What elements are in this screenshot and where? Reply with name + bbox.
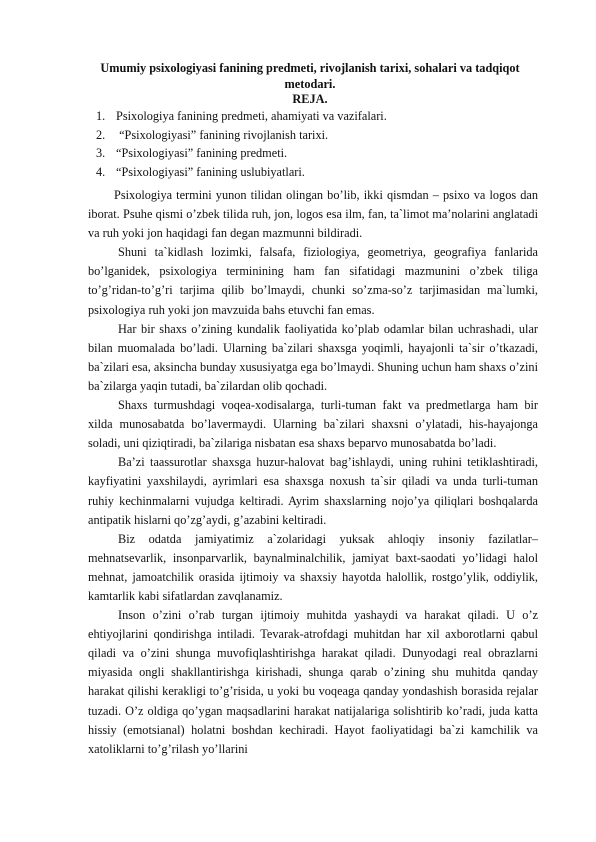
plan-item-text: “Psixologiyasi” fanining rivojlanish tarixi. xyxy=(116,127,329,142)
plan-item xyxy=(96,144,536,163)
body-paragraph: Psixologiya termini yunon tilidan olingan bo’lib, ikki qismdan – psixo va logos dan iborat. Psuhe qismi o’zbek tilida ruh, jon, logos esa ilm, fan, ta`limot ma’nolarini anglatadi va ruh yoki jon haqidagi fan degan mazmunni bildiradi. xyxy=(88,188,538,241)
plan-item-text: “Psixologiyasi” fanining predmeti. xyxy=(116,146,288,160)
plan-item-text: “Psixologiyasi” fanining uslubiyatlari. xyxy=(116,164,305,179)
body-paragraph: Ba’zi taassurotlar shaxsga huzur-halovat bag’ishlaydi, uning ruhini tetiklashtiradi, kayfiyatini yaxshilaydi, ayrimlari esa shaxsga noxush ta`sir qiladi va unda turli-tuman ruhiy kechinmalarni vujudga keltiradi. Ayrim shaxslarning nojo’ya qiliqlari boshqalarda antipatik hislarni qo’zg’aydi, g’azabini keltiradi. xyxy=(88,455,538,527)
plan-item-number: 1. xyxy=(96,109,106,123)
document-title: Umumiy psixologiyasi fanining predmeti, rivojlanish tarixi, sohalari va tadqiqot metodari. xyxy=(100,61,520,91)
plan-item xyxy=(96,126,536,145)
plan-heading: REJA. xyxy=(292,92,328,106)
body-paragraph: Biz odatda jamiyatimiz a`zolaridagi yuksak ahloqiy insoniy fazilatlar– mehnatsevarlik, insonparvarlik, baynalminalchilik, jamiyat baxt-saodati yo’lidagi halol mehnat, jamoatchilik orasida ijtimoiy va shaxsiy hayotda halollik, rostgo’ylik, oddiylik, kamtarlik kabi sifatlardan zavqlanamiz. xyxy=(88,531,538,603)
plan-item-number: 4. xyxy=(96,164,106,179)
body-paragraph: Shaxs turmushdagi voqea-xodisalarga, turli-tuman fakt va predmetlarga ham bir xilda munosabatda bo’lavermaydi. Ularning ba`zilari shaxsni o’ylatadi, his-hayajonga soladi, uni qiziqtiradi, ba`zilariga nisbatan esa shaxs beparvo munosabatda bo’ladi. xyxy=(88,398,538,451)
plan-item-text: Psixologiya fanining predmeti, ahamiyati va vazifalari. xyxy=(116,109,387,123)
plan-item xyxy=(96,107,536,126)
plan-item-number: 3. xyxy=(96,146,106,160)
body-paragraph: Shuni ta`kidlash lozimki, falsafa, fiziologiya, geometriya, geografiya fanlarida bo’lganidek, psixologiya terminining ham fan sifatidagi mazmunini o’zbek tiliga to’g’ridan-to’g’ri tarjima qilib bo’lmaydi, chunki so’zma-so’z tarjimasidan ma`lumki, psixologiya ruh yoki jon mavzuida bahs etuvchi fan emas. xyxy=(88,245,538,317)
document-body xyxy=(88,186,538,759)
plan-list xyxy=(96,107,536,181)
body-paragraph: Inson o’zini o’rab turgan ijtimoiy muhitda yashaydi va harakat qiladi. U o’z ehtiyojlarini qondirishga intiladi. Tevarak-atrofdagi muhitdan har xil axborotlarni qabul qiladi va o’zini shunga muvofiqlashtirishga harakat qiladi. Dunyodagi real obrazlarni miyasida ongli shakllantirishga kirishadi, shunga qarab o’zining shu muhitda qanday harakat qilishi kerakligi to’g’risida, u yoki bu voqeaga qanday yondashish borasida rejalar tuzadi. O’z oldiga qo’ygan maqsadlarini harakat natijalariga solishtirib ko’radi, juda katta hissiy (emotsianal) holatni boshdan kechiradi. Hayot faoliyatidagi ba`zi kamchilik va xatoliklarni to’g’rilash yo’llarini xyxy=(88,608,538,756)
plan-item xyxy=(96,163,536,182)
plan-item-number: 2. xyxy=(96,127,106,142)
body-paragraph: Har bir shaxs o’zining kundalik faoliyatida ko’plab odamlar bilan uchrashadi, ular bilan muomalada bo’ladi. Ularning ba`zilari shaxsga yoqimli, hayajonli ta`sir o’tkazadi, ba`zilari esa, aksincha bunday xususiyatga ega bo’lmaydi. Shuning uchun ham shaxs o’zini ba`zilarga yaqin tutadi, ba`zilardan olib qochadi. xyxy=(88,321,538,393)
